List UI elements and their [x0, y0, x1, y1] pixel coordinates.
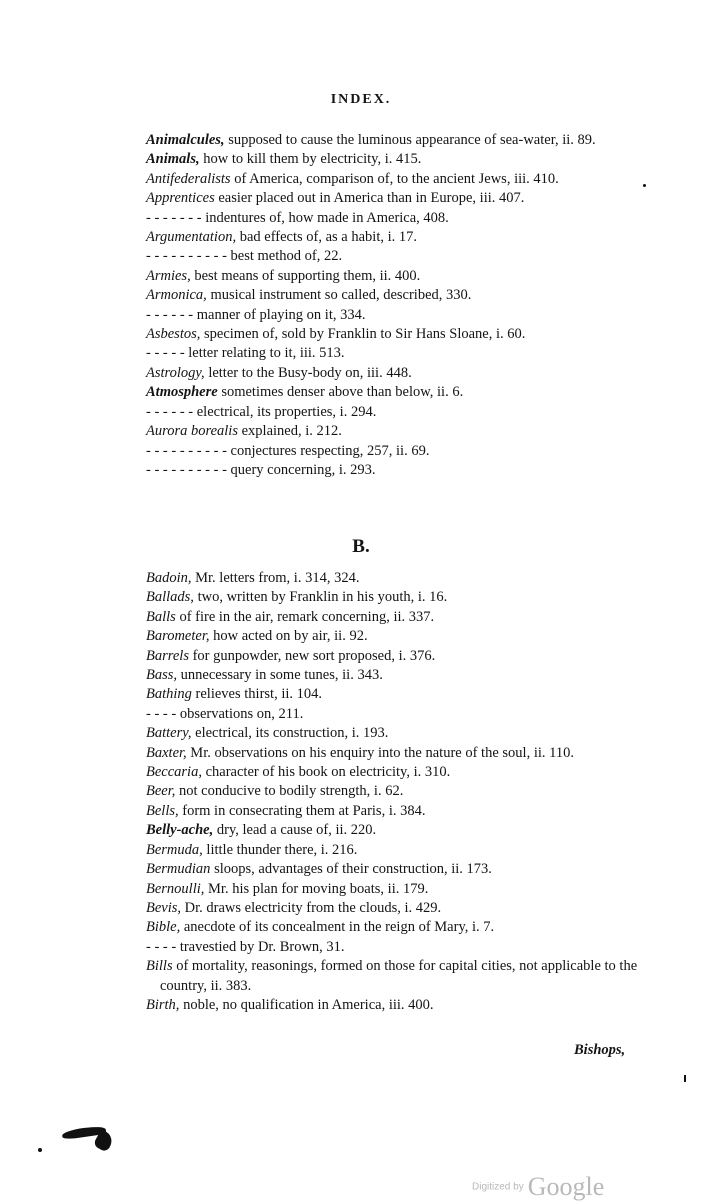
index-entry-term: Atmosphere: [146, 384, 218, 401]
scan-speck: [643, 184, 646, 187]
digitized-by-google-watermark: [472, 1172, 604, 1202]
index-entry: [146, 209, 646, 228]
scan-speck: [38, 1148, 42, 1152]
index-entry-text: Mr. letters from, i. 314, 324.: [191, 570, 360, 586]
index-entry-term: Bernoulli,: [146, 880, 205, 897]
catchword: Bishops,: [574, 1042, 626, 1058]
index-entry-term: Belly-ache,: [146, 822, 214, 839]
index-entry-term: Antifederalists: [146, 170, 231, 187]
index-entry-term: Barrels: [146, 647, 189, 664]
index-entry-text: travestied by Dr. Brown, 31.: [176, 938, 345, 955]
index-entry: [146, 821, 646, 840]
index-entry-term: Beccaria,: [146, 764, 202, 781]
index-entry-text: best method of, 22.: [226, 248, 343, 265]
watermark-small-text: Digitized by: [472, 1181, 524, 1193]
index-entry: [146, 744, 646, 763]
index-entry-term: Astrology,: [146, 364, 205, 381]
index-entry-term: Birth,: [146, 996, 180, 1013]
index-entry-term: Bermudian: [146, 861, 211, 878]
page-header: INDEX.: [330, 92, 392, 107]
index-entry: [146, 802, 646, 821]
index-entry: [146, 588, 646, 607]
index-entry-text: Mr. observations on his enquiry into the nature of the soul, ii. 110.: [186, 744, 574, 761]
index-entry-text: dry, lead a cause of, ii. 220.: [213, 822, 377, 839]
index-entry-term: Animalcules,: [146, 132, 225, 148]
index-entry: [146, 383, 646, 402]
index-entry: [146, 918, 646, 937]
index-entry: [146, 189, 646, 208]
index-entry-term: - - - - - - - - - -: [146, 248, 227, 265]
watermark-logo-text: Google: [527, 1172, 605, 1201]
index-entry-text: form in consecrating them at Paris, i. 384.: [178, 802, 426, 819]
index-entry-text: specimen of, sold by Franklin to Sir Hans Sloane, i. 60.: [200, 326, 526, 343]
index-entry-text: bad effects of, as a habit, i. 17.: [236, 229, 418, 246]
index-entry-text: little thunder there, i. 216.: [202, 841, 358, 858]
index-entry: [146, 608, 646, 627]
index-entry: [146, 627, 646, 646]
index-entry-text: for gunpowder, new sort proposed, i. 376.: [188, 647, 436, 664]
index-entry: [146, 267, 646, 286]
index-entry-term: - - - - -: [146, 345, 185, 362]
index-section-a: [146, 131, 646, 480]
index-entry-term: Bathing: [146, 686, 192, 703]
index-entry-text: Dr. draws electricity from the clouds, i. 429.: [181, 899, 442, 916]
index-entry: [146, 228, 646, 247]
index-entry-text: not conducive to bodily strength, i. 62.: [175, 783, 404, 800]
index-entry-text: sloops, advantages of their construction, ii. 173.: [210, 861, 492, 878]
index-entry-term: Animals,: [146, 151, 200, 168]
index-entry-text: of mortality, reasonings, formed on those for capital cities, not applicable to the country, ii. 383.: [160, 958, 638, 994]
index-entry: [146, 880, 646, 899]
index-entry: [146, 325, 646, 344]
index-entry: [146, 442, 646, 461]
index-section-b: [146, 569, 646, 1015]
index-entry-term: Beer,: [146, 783, 176, 800]
index-entry-text: letter to the Busy-body on, iii. 448.: [204, 364, 412, 381]
index-entry-term: Bermuda,: [146, 841, 203, 858]
index-entry-text: of fire in the air, remark concerning, ii. 337.: [175, 608, 435, 625]
index-entry: [146, 306, 646, 325]
index-entry-text: electrical, its construction, i. 193.: [191, 725, 389, 742]
index-entry-term: - - - - - - - - - -: [146, 461, 227, 478]
index-entry-text: manner of playing on it, 334.: [193, 306, 366, 323]
scan-speck: [684, 1075, 686, 1082]
index-entry-term: Barometer,: [146, 628, 210, 645]
index-entry: [146, 170, 646, 189]
index-entry-text: anecdote of its concealment in the reign of Mary, i. 7.: [180, 919, 495, 936]
index-entry: [146, 763, 646, 782]
index-entry: [146, 724, 646, 743]
index-entry-text: Mr. his plan for moving boats, ii. 179.: [204, 880, 429, 897]
index-entry-text: letter relating to it, iii. 513.: [184, 345, 345, 362]
index-entry-text: sometimes denser above than below, ii. 6.: [217, 384, 464, 401]
index-entry-term: Bills: [146, 958, 173, 975]
section-heading-b: B.: [352, 536, 370, 557]
index-entry-text: relieves thirst, ii. 104.: [191, 686, 322, 703]
index-entry: [146, 666, 646, 685]
index-entry-term: Asbestos,: [146, 326, 201, 343]
index-entry-text: character of his book on electricity, i. 310.: [201, 764, 451, 781]
index-entry: [146, 647, 646, 666]
index-entry-term: Balls: [146, 608, 176, 625]
index-entry-text: explained, i. 212.: [237, 423, 342, 440]
index-entry: [146, 422, 646, 441]
index-entry: [146, 705, 646, 724]
index-entry-term: Armies,: [146, 267, 191, 284]
index-entry: [146, 150, 646, 169]
index-entry: [146, 286, 646, 305]
index-entry-text: indentures of, how made in America, 408.: [201, 209, 449, 226]
index-entry: [146, 344, 646, 363]
index-entry-text: best means of supporting them, ii. 400.: [190, 267, 421, 284]
index-entry-term: Armonica,: [146, 287, 207, 304]
index-entry-text: how acted on by air, ii. 92.: [209, 628, 368, 645]
index-entry-term: Battery,: [146, 725, 192, 742]
index-entry: [146, 685, 646, 704]
index-entry-text: two, written by Franklin in his youth, i. 16.: [193, 589, 448, 606]
index-entry-term: - - - - - -: [146, 306, 194, 323]
index-entry: [146, 403, 646, 422]
index-entry-text: noble, no qualification in America, iii. 400.: [179, 996, 434, 1013]
index-entry-text: musical instrument so called, described, 330.: [206, 287, 472, 304]
index-entry-text: supposed to cause the luminous appearance of sea-water, ii. 89.: [224, 132, 596, 148]
index-entry: [146, 782, 646, 801]
index-entry: [146, 461, 646, 480]
index-entry: [146, 364, 646, 383]
index-entry: [146, 860, 646, 879]
index-entry-text: unnecessary in some tunes, ii. 343.: [177, 667, 383, 684]
index-entry: [146, 841, 646, 860]
index-entry-text: observations on, 211.: [176, 705, 304, 722]
index-entry-term: Argumentation,: [146, 229, 237, 246]
index-entry-text: query concerning, i. 293.: [226, 461, 376, 478]
index-entry-term: - - - - - -: [146, 403, 194, 420]
index-entry-term: Bible,: [146, 919, 181, 936]
index-entry-term: - - - -: [146, 938, 177, 955]
index-entry-term: - - - - - - -: [146, 209, 202, 226]
index-entry-text: easier placed out in America than in Europe, iii. 407.: [214, 190, 525, 207]
index-entry-term: Badoin,: [146, 570, 192, 586]
index-entry: [146, 247, 646, 266]
index-entry: [146, 996, 646, 1015]
index-entry-term: Bevis,: [146, 899, 182, 916]
index-entry: [146, 569, 646, 588]
index-entry-term: Apprentices: [146, 190, 215, 207]
index-entry: [146, 899, 646, 918]
index-entry-term: - - - - - - - - - -: [146, 442, 227, 459]
index-entry-term: - - - -: [146, 705, 177, 722]
index-entry-term: Bells,: [146, 802, 179, 819]
index-entry-text: how to kill them by electricity, i. 415.: [199, 151, 422, 168]
index-entry-text: electrical, its properties, i. 294.: [193, 403, 377, 420]
index-entry-term: Aurora borealis: [146, 423, 238, 440]
index-entry-term: Ballads,: [146, 589, 194, 606]
index-entry: [146, 938, 646, 957]
index-entry-text: of America, comparison of, to the ancient Jews, iii. 410.: [230, 170, 559, 187]
index-entry-term: Bass,: [146, 667, 178, 684]
index-entry: [146, 957, 646, 996]
index-entry-term: Baxter,: [146, 744, 187, 761]
index-entry-text: conjectures respecting, 257, ii. 69.: [226, 442, 430, 459]
index-entry: [146, 131, 646, 150]
